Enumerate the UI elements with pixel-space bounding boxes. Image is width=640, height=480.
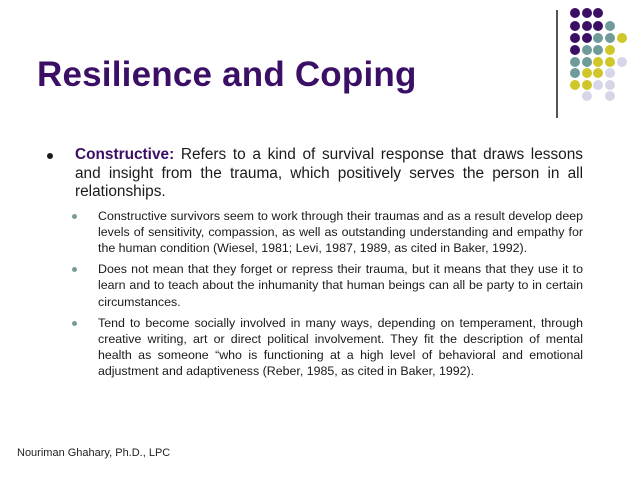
decorative-dot [582,8,592,18]
decorative-dot [582,45,592,55]
sub-bullet [72,208,583,257]
decorative-dot [582,80,592,90]
sub-bullet-text: Constructive survivors seem to work through their traumas and as a result develop deep levels of sensitivity, compassion, as well as outstanding understanding and empathy for the human condition (Wiesel, 1981; Levi, 1987, 1989, as cited in Baker, 1992). [98,208,583,255]
decorative-dot [593,45,603,55]
sub-bullet-text: Does not mean that they forget or repress their trauma, but it means that they use it to learn and to teach about the inhumanity that human beings can all be party to in certain circumstances. [98,262,583,309]
sub-bullet-icon [72,321,77,326]
decorative-dot [617,57,627,67]
decorative-dot [605,57,615,67]
main-bullet [47,146,583,202]
decorative-dot [570,45,580,55]
bullet-term: Constructive: [75,146,175,163]
decorative-dot [593,80,603,90]
decorative-dot [605,80,615,90]
bullet-icon [47,153,53,159]
decorative-dot [570,8,580,18]
decorative-dot [593,57,603,67]
decorative-dot [582,91,592,101]
decorative-dot [582,57,592,67]
decorative-dot [617,33,627,43]
decorative-divider-line [556,10,558,118]
decorative-dot [593,68,603,78]
decorative-dot [593,33,603,43]
footer-author: Nouriman Ghahary, Ph.D., LPC [17,447,171,459]
decorative-dot [593,8,603,18]
sub-bullet-icon [72,214,77,219]
decorative-dot [582,21,592,31]
decorative-dot [605,91,615,101]
decorative-dot [605,21,615,31]
slide-body [47,146,583,385]
sub-bullet-text: Tend to become socially involved in many ways, depending on temperament, through creative writing, art or direct political involvement. They fit the description of mental health as someone “who is functioning at a high level of behavioral and emotional adjustment and adaptiveness (Reber, 1985, as cited in Baker, 1992). [98,315,583,379]
decorative-dot [605,45,615,55]
decorative-dot [570,33,580,43]
slide-title: Resilience and Coping [37,55,417,94]
decorative-dot [570,57,580,67]
decorative-dot [605,33,615,43]
sub-bullet-icon [72,267,77,272]
decorative-dot [593,21,603,31]
sub-bullet-list [72,208,583,380]
decorative-dot [582,68,592,78]
sub-bullet [72,261,583,310]
bullet-text: Refers to a kind of survival response that draws lessons and insight from the trauma, which positively serves the person in all relationships. [75,146,583,200]
decorative-dot [570,80,580,90]
decorative-dot [605,68,615,78]
decorative-dot [570,21,580,31]
decorative-dot [570,68,580,78]
sub-bullet [72,315,583,380]
decorative-dot [582,33,592,43]
